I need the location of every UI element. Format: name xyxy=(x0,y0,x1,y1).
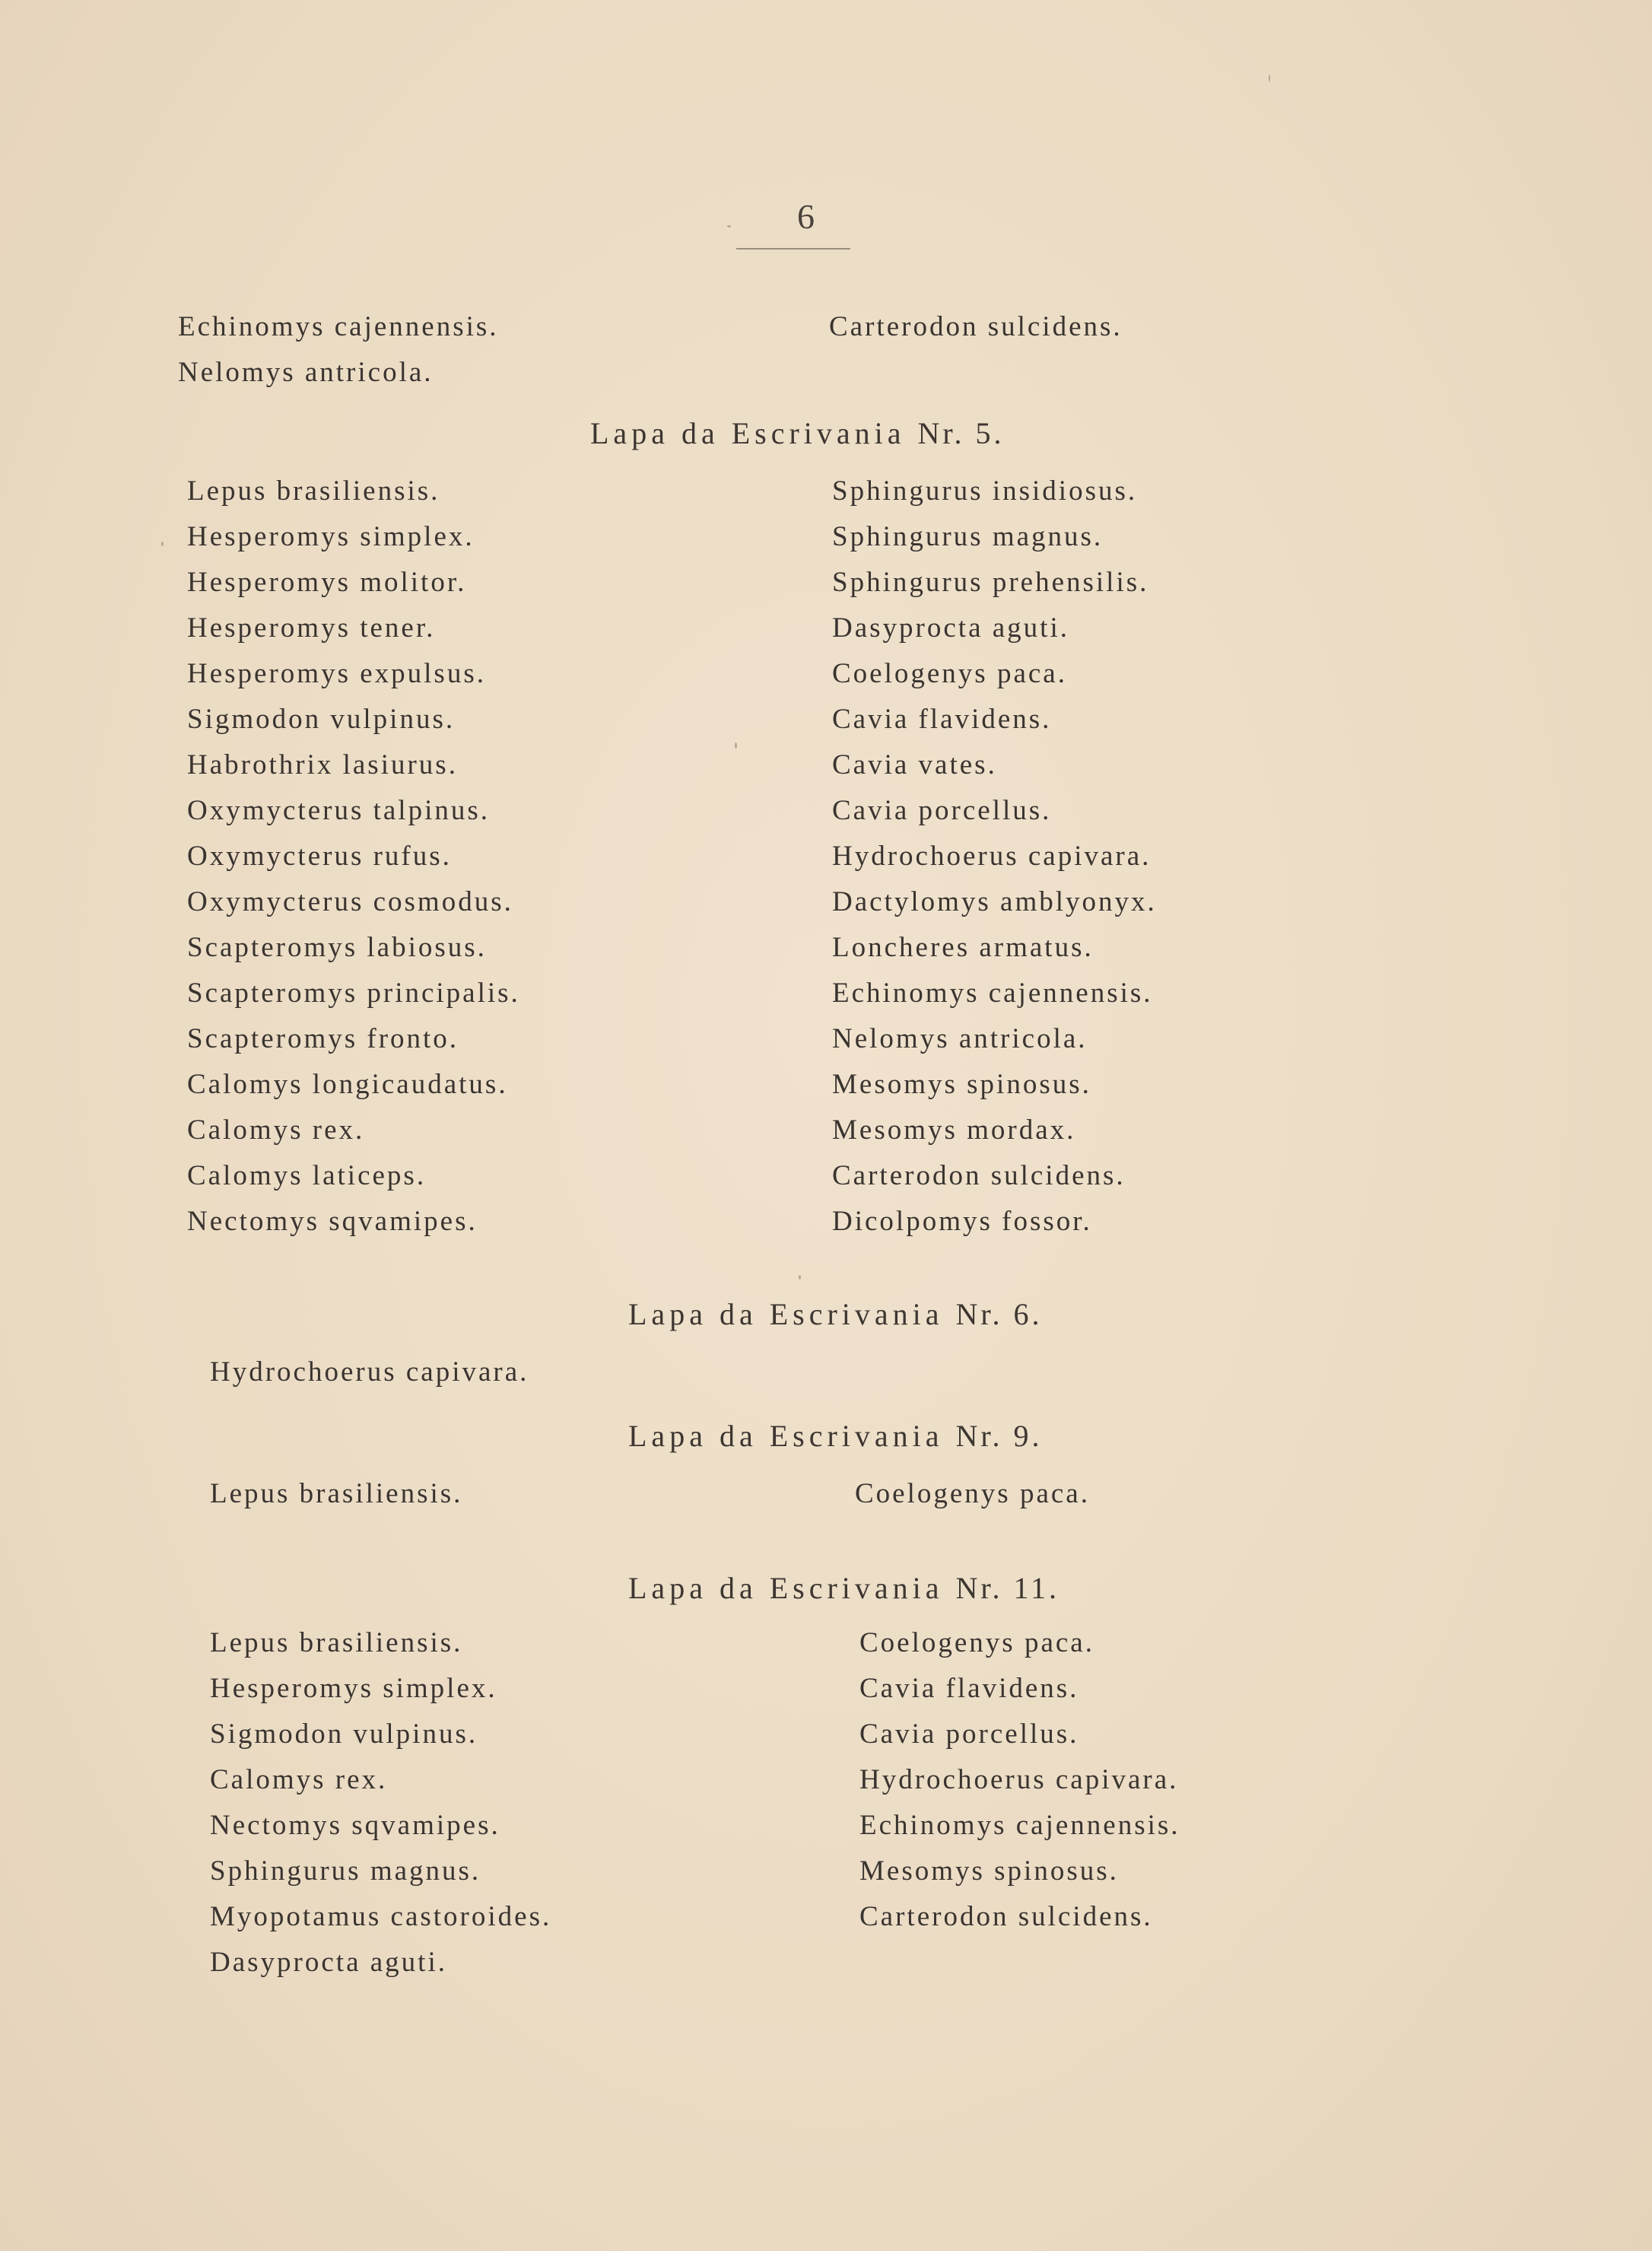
species-entry: Sigmodon vulpinus. xyxy=(210,1718,478,1750)
section-5-left-column xyxy=(187,469,520,1245)
species-entry: Loncheres armatus. xyxy=(832,932,1094,963)
paper-speck xyxy=(799,1275,801,1280)
section-heading-title: Lapa da Escrivania xyxy=(628,1297,944,1331)
species-entry: Nectomys sqvamipes. xyxy=(210,1810,500,1841)
species-entry: Calomys rex. xyxy=(210,1764,388,1795)
species-entry: Sphingurus magnus. xyxy=(210,1855,481,1887)
species-entry: Sphingurus magnus. xyxy=(832,521,1104,552)
top-right-column xyxy=(829,304,1123,350)
species-entry: Carterodon sulcidens. xyxy=(859,1901,1153,1932)
species-entry: Echinomys cajennensis. xyxy=(859,1810,1180,1841)
species-entry: Lepus brasiliensis. xyxy=(210,1478,463,1509)
paper-speck xyxy=(161,542,164,546)
species-entry: Sphingurus insidiosus. xyxy=(832,475,1138,507)
species-entry: Cavia flavidens. xyxy=(859,1673,1079,1704)
species-entry: Cavia flavidens. xyxy=(832,704,1052,735)
species-entry: Hesperomys expulsus. xyxy=(187,658,486,689)
species-entry: Coelogenys paca. xyxy=(855,1478,1090,1509)
species-entry: Calomys rex. xyxy=(187,1114,365,1146)
paper-speck xyxy=(727,225,731,227)
section-heading-nr-11 xyxy=(628,1570,1060,1606)
species-entry: Sigmodon vulpinus. xyxy=(187,704,456,735)
section-9-right-column xyxy=(855,1471,1090,1517)
species-entry: Calomys laticeps. xyxy=(187,1160,427,1191)
species-entry: Habrothrix lasiurus. xyxy=(187,749,458,781)
species-entry: Myopotamus castoroides. xyxy=(210,1901,552,1932)
species-entry: Scapteromys principalis. xyxy=(187,978,520,1009)
section-5-right-column xyxy=(832,469,1157,1245)
species-entry: Hesperomys tener. xyxy=(187,612,436,644)
species-entry: Calomys longicaudatus. xyxy=(187,1069,508,1100)
species-entry: Dasyprocta aguti. xyxy=(832,612,1069,644)
species-entry: Nectomys sqvamipes. xyxy=(187,1206,478,1237)
species-entry: Nelomys antricola. xyxy=(832,1023,1088,1054)
species-entry: Cavia vates. xyxy=(832,749,997,781)
species-entry: Hydrochoerus capivara. xyxy=(859,1764,1179,1795)
species-entry: Lepus brasiliensis. xyxy=(210,1627,463,1658)
species-entry: Scapteromys labiosus. xyxy=(187,932,487,963)
species-entry: Cavia porcellus. xyxy=(832,795,1052,826)
species-entry: Mesomys spinosus. xyxy=(859,1855,1119,1887)
species-entry: Hesperomys molitor. xyxy=(187,567,467,598)
section-heading-title: Lapa da Escrivania xyxy=(628,1571,944,1605)
species-entry: Coelogenys paca. xyxy=(832,658,1067,689)
section-heading-number: Nr. 6. xyxy=(955,1297,1043,1331)
section-heading-title: Lapa da Escrivania xyxy=(590,416,906,450)
species-entry: Echinomys cajennensis. xyxy=(178,311,499,342)
species-entry: Mesomys mordax. xyxy=(832,1114,1076,1146)
species-entry: Oxymycterus cosmodus. xyxy=(187,886,513,917)
species-entry: Cavia porcellus. xyxy=(859,1718,1079,1750)
section-heading-nr-6 xyxy=(628,1296,1043,1332)
paper-speck xyxy=(735,742,737,749)
section-heading-title: Lapa da Escrivania xyxy=(628,1419,944,1453)
section-9-left-column xyxy=(210,1471,462,1517)
species-entry: Hesperomys simplex. xyxy=(210,1673,497,1704)
paper-speck xyxy=(1269,75,1270,82)
section-11-left-column xyxy=(210,1620,551,1986)
species-entry: Sphingurus prehensilis. xyxy=(832,567,1149,598)
section-heading-number: Nr. 9. xyxy=(955,1419,1043,1453)
section-heading-nr-5 xyxy=(590,415,1005,451)
section-6-left-column xyxy=(210,1350,529,1395)
section-heading-number: Nr. 11. xyxy=(955,1571,1060,1605)
species-entry: Dasyprocta aguti. xyxy=(210,1947,447,1978)
section-11-right-column xyxy=(859,1620,1180,1940)
species-entry: Carterodon sulcidens. xyxy=(832,1160,1126,1191)
species-entry: Scapteromys fronto. xyxy=(187,1023,459,1054)
section-heading-nr-9 xyxy=(628,1418,1043,1454)
header-rule xyxy=(736,248,850,250)
species-entry: Hydrochoerus capivara. xyxy=(210,1356,529,1388)
top-left-column xyxy=(178,304,499,396)
species-entry: Carterodon sulcidens. xyxy=(829,311,1123,342)
species-entry: Nelomys antricola. xyxy=(178,357,434,388)
species-entry: Dactylomys amblyonyx. xyxy=(832,886,1157,917)
species-entry: Oxymycterus talpinus. xyxy=(187,795,491,826)
species-entry: Echinomys cajennensis. xyxy=(832,978,1153,1009)
species-entry: Mesomys spinosus. xyxy=(832,1069,1091,1100)
section-heading-number: Nr. 5. xyxy=(917,416,1005,450)
species-entry: Lepus brasiliensis. xyxy=(187,475,440,507)
page-number: 6 xyxy=(797,197,816,236)
species-entry: Oxymycterus rufus. xyxy=(187,841,452,872)
species-entry: Coelogenys paca. xyxy=(859,1627,1094,1658)
species-entry: Hesperomys simplex. xyxy=(187,521,475,552)
species-entry: Hydrochoerus capivara. xyxy=(832,841,1152,872)
species-entry: Dicolpomys fossor. xyxy=(832,1206,1092,1237)
